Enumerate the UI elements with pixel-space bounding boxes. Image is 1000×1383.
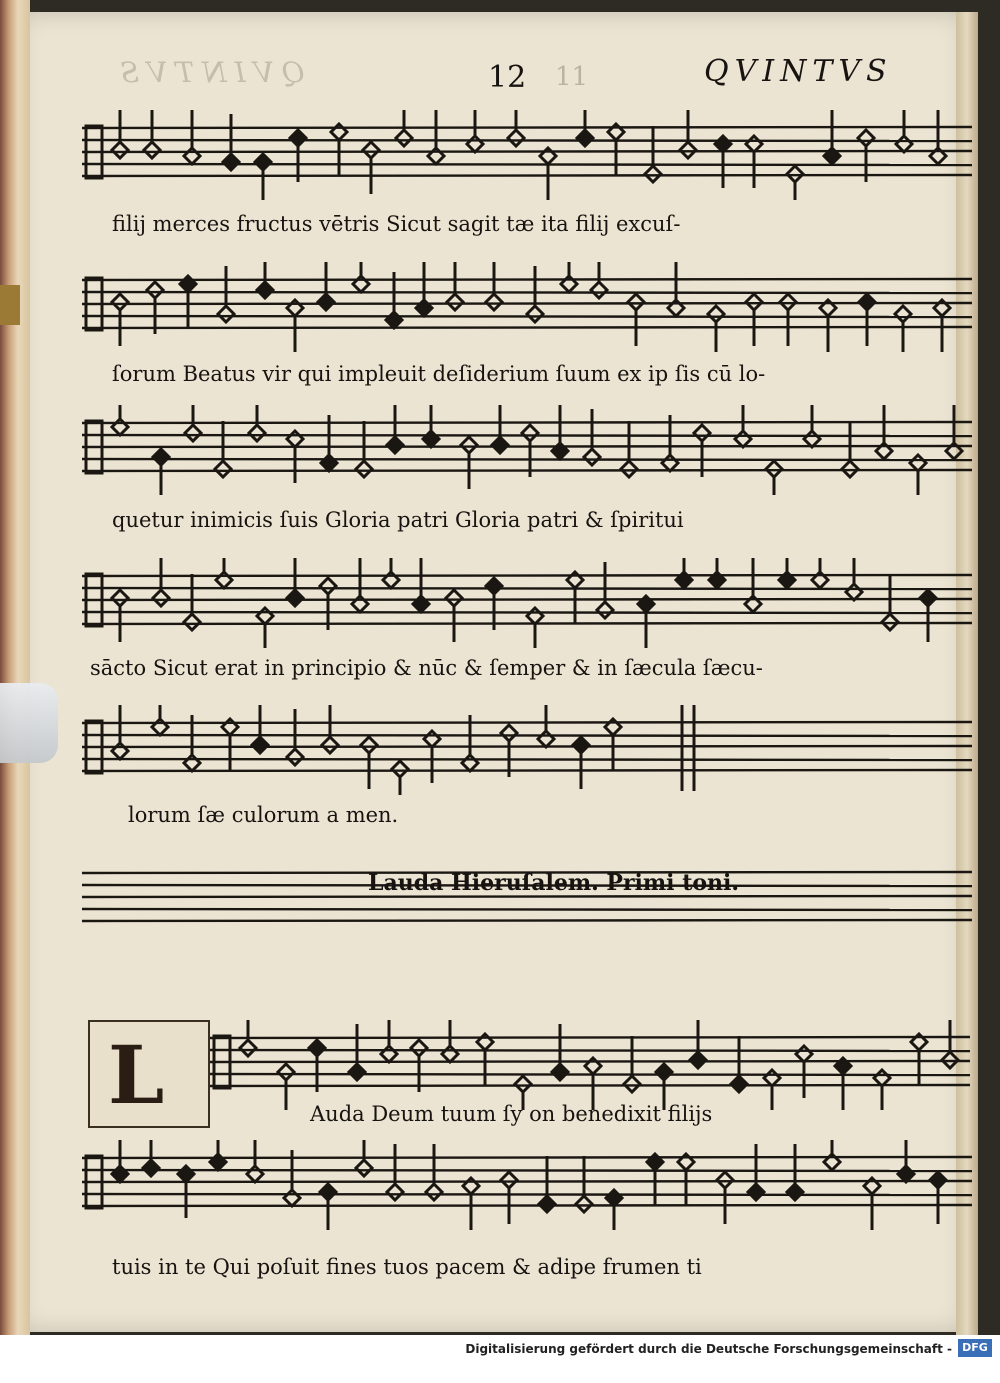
note-head (392, 761, 408, 795)
note-head (527, 266, 543, 322)
staff-line (82, 127, 972, 128)
note-head (180, 276, 196, 328)
note-head (930, 1172, 946, 1224)
note-head (824, 1140, 840, 1170)
note-head (715, 136, 731, 188)
note-head (331, 124, 347, 176)
note-head (320, 1184, 336, 1230)
note-head (812, 558, 828, 588)
note-head (210, 1140, 226, 1170)
note-head (112, 294, 128, 346)
note-head (628, 294, 644, 346)
note-head (477, 1034, 493, 1086)
note-head (318, 262, 334, 310)
book-edge (0, 0, 30, 1335)
note-head (501, 1172, 517, 1224)
note-head (779, 558, 795, 588)
staff-line (82, 1194, 972, 1195)
staff-3 (82, 405, 972, 495)
note-head (147, 282, 163, 334)
note-head (766, 461, 782, 495)
note-head (804, 405, 820, 447)
note-head (424, 731, 440, 783)
note-head (222, 719, 238, 771)
staff-line (82, 459, 972, 460)
note-head (381, 1020, 397, 1062)
staff-line (82, 446, 972, 447)
note-head (876, 405, 892, 459)
note-head (320, 578, 336, 630)
staff-2 (82, 262, 972, 352)
note-head (647, 1154, 663, 1206)
note-head (215, 421, 231, 477)
note-head (764, 1070, 780, 1110)
note-head (540, 148, 556, 200)
note-head (621, 421, 637, 477)
staff-line (82, 1205, 972, 1206)
note-head (735, 405, 751, 447)
note-head (930, 110, 946, 164)
staff-line (82, 1170, 972, 1171)
note-head (731, 1036, 747, 1092)
note-head (363, 142, 379, 194)
staff-line (82, 920, 972, 921)
staff-line (82, 151, 972, 152)
footer-credit: Digitalisierung gefördert durch die Deutsche Forschungsgemeinschaft - (465, 1342, 952, 1356)
note-head (413, 558, 429, 612)
note-head (446, 590, 462, 642)
note-head (218, 266, 234, 322)
note-head (552, 1024, 568, 1080)
section-title: Lauda Hieruſalem. Primi toni. (368, 870, 740, 896)
show-through-page-number: 11 (555, 62, 589, 92)
staff-line (210, 1085, 970, 1086)
note-head (527, 608, 543, 648)
note-head (842, 421, 858, 477)
lyric-line-1: filij merces fructus vētris Sicut sagit tæ ita filij excuſ- (112, 212, 681, 236)
note-head (746, 294, 762, 346)
staff-line (82, 759, 972, 760)
note-head (552, 405, 568, 459)
note-head (678, 1154, 694, 1206)
note-head (709, 558, 725, 588)
note-head (112, 705, 128, 759)
note-head (349, 1024, 365, 1080)
note-head (920, 590, 936, 642)
note-head (605, 719, 621, 771)
note-head (780, 294, 796, 346)
staff-8 (82, 1140, 972, 1230)
note-head (606, 1190, 622, 1230)
note-head (463, 1178, 479, 1230)
note-head (746, 136, 762, 188)
note-head (387, 1144, 403, 1200)
staff-line (210, 1037, 970, 1038)
note-head (112, 1140, 128, 1182)
lyric-line-2: ſorum Beatus vir qui impleuit deſiderium ſuum ex ip ſis cū lo- (112, 362, 766, 386)
note-head (223, 114, 239, 170)
staff-line (82, 896, 972, 897)
staff-line (82, 623, 972, 624)
note-head (184, 574, 200, 630)
note-head (522, 425, 538, 477)
decorated-initial (88, 1020, 210, 1128)
staff-5 (82, 705, 972, 795)
lyric-line-3: quetur inimicis ſuis Gloria patri Gloria patri & ſpiritui (112, 508, 684, 532)
note-head (252, 705, 268, 753)
note-head (787, 166, 803, 200)
note-head (717, 1172, 733, 1224)
note-head (676, 558, 692, 588)
page-number: 12 (488, 60, 527, 95)
note-head (748, 1144, 764, 1200)
staff-line (82, 279, 972, 280)
note-head (152, 705, 168, 735)
note-head (501, 725, 517, 777)
note-head (898, 1140, 914, 1182)
note-head (539, 1156, 555, 1212)
staff-line (82, 770, 972, 771)
staff-line (82, 175, 972, 176)
note-head (112, 405, 128, 435)
initial-letter: L (108, 1028, 165, 1122)
note-head (416, 262, 432, 316)
note-head (882, 574, 898, 630)
staff-line (82, 140, 972, 141)
note-head (561, 262, 577, 292)
lyric-line-5: lorum ſæ culorum a men. (128, 803, 399, 827)
staff-line (82, 435, 972, 436)
staff-line (82, 722, 972, 723)
staff-1 (82, 110, 972, 200)
note-head (846, 558, 862, 600)
staff-line (82, 588, 972, 589)
staff-4 (82, 558, 972, 648)
note-head (608, 124, 624, 176)
note-head (486, 578, 502, 630)
note-head (353, 262, 369, 292)
note-head (645, 126, 661, 182)
note-head (411, 1040, 427, 1092)
note-head (946, 405, 962, 459)
note-head (426, 1144, 442, 1200)
staff-line (82, 1181, 972, 1182)
note-head (257, 608, 273, 648)
lyric-line-7: tuis in te Qui poſuit fines tuos pacem & adipe frumen ti (112, 1255, 702, 1279)
lyric-line-4: sācto Sicut erat in principio & nūc & ſemper & in ſæcula ſæcu- (90, 656, 763, 680)
note-head (461, 437, 477, 489)
note-head (573, 737, 589, 789)
note-head (287, 300, 303, 352)
note-head (492, 405, 508, 453)
book-clamp (0, 683, 58, 763)
staff-line (82, 735, 972, 736)
note-head (668, 262, 684, 316)
note-head (796, 1046, 812, 1098)
note-head (356, 421, 372, 477)
note-head (287, 709, 303, 765)
staff-line (82, 422, 972, 423)
note-head (112, 590, 128, 642)
note-head (352, 558, 368, 612)
note-head (383, 558, 399, 588)
note-head (824, 110, 840, 164)
note-head (309, 1040, 325, 1092)
voice-part-title: QVINTVS (704, 54, 893, 89)
note-head (567, 572, 583, 624)
note-head (584, 409, 600, 465)
staff-line (82, 612, 972, 613)
staff-line (82, 909, 972, 910)
note-head (859, 294, 875, 346)
page-tab (0, 285, 20, 325)
note-head (361, 737, 377, 789)
staff-line (82, 303, 972, 304)
note-head (247, 1140, 263, 1182)
note-head (428, 110, 444, 164)
note-head (896, 110, 912, 152)
staff-line (82, 164, 972, 165)
note-head (708, 306, 724, 352)
note-head (624, 1036, 640, 1092)
staff-line (82, 575, 972, 576)
note-head (538, 705, 554, 747)
staff-line (82, 599, 972, 600)
note-head (442, 1020, 458, 1062)
staff-line (210, 1074, 970, 1075)
note-head (184, 110, 200, 164)
note-head (745, 558, 761, 612)
note-head (287, 431, 303, 483)
staff-line (82, 292, 972, 293)
show-through-header: QVINTVS (112, 56, 305, 89)
note-head (423, 405, 439, 447)
note-head (576, 1156, 592, 1212)
note-head (178, 1166, 194, 1218)
note-head (895, 306, 911, 352)
note-head (290, 130, 306, 182)
staff-7 (210, 1020, 970, 1110)
staff-line (82, 746, 972, 747)
lyric-line-6: Auda Deum tuum ſy on benedixit filijs (310, 1102, 713, 1126)
note-head (597, 562, 613, 618)
dfg-logo: DFG (958, 1339, 992, 1357)
note-head (690, 1020, 706, 1068)
note-head (287, 558, 303, 606)
note-head (216, 558, 232, 588)
note-head (638, 596, 654, 648)
staff-line (82, 327, 972, 328)
note-head (387, 405, 403, 453)
staff-line (82, 316, 972, 317)
note-head (467, 110, 483, 152)
